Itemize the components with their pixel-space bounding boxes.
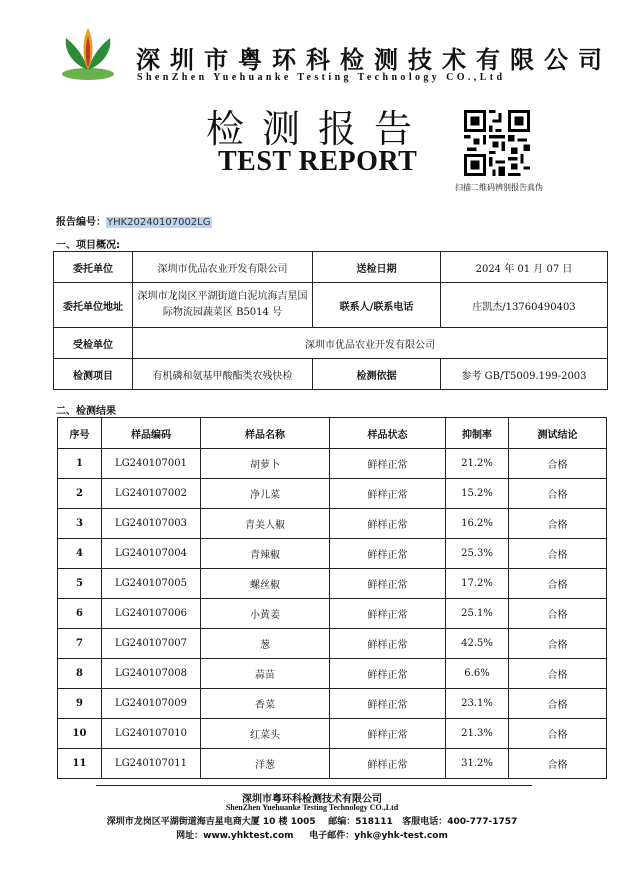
results-header-cell: 样品状态 — [330, 418, 446, 449]
client-value: 深圳市优品农业开发有限公司 — [133, 252, 313, 283]
sample-status: 鲜样正常 — [330, 479, 446, 509]
row-index: 3 — [58, 509, 102, 539]
item-label: 检测项目 — [54, 359, 133, 390]
table-row — [58, 659, 607, 689]
inhibition-rate: 21.3% — [446, 719, 509, 749]
company-name-cn: 深圳市粤环科检测技术有限公司 — [136, 46, 612, 74]
row-index: 4 — [58, 539, 102, 569]
sample-status: 鲜样正常 — [330, 689, 446, 719]
row-index: 7 — [58, 629, 102, 659]
table-row — [58, 599, 607, 629]
sample-status: 鲜样正常 — [330, 629, 446, 659]
qr-code-icon — [464, 110, 530, 176]
sample-code: LG240107008 — [102, 659, 201, 689]
test-conclusion: 合格 — [509, 749, 607, 779]
sample-status: 鲜样正常 — [330, 749, 446, 779]
item-value: 有机磷和氨基甲酸酯类农残快检 — [133, 359, 313, 390]
footer-address-line — [0, 814, 624, 827]
inhibition-rate: 15.2% — [446, 479, 509, 509]
row-index: 5 — [58, 569, 102, 599]
section-results-title: 二、检测结果 — [56, 406, 116, 417]
overview-table — [53, 251, 608, 390]
test-conclusion: 合格 — [509, 479, 607, 509]
table-row — [58, 689, 607, 719]
footer-hotline: 客服电话：400-777-1757 — [402, 817, 518, 827]
test-conclusion: 合格 — [509, 539, 607, 569]
sample-status: 鲜样正常 — [330, 509, 446, 539]
table-row — [58, 749, 607, 779]
sample-code: LG240107011 — [102, 749, 201, 779]
footer-company-en: ShenZhen Yuehuanke Testing Technology CO.,Ltd — [225, 803, 399, 812]
basis-value: 参考 GB/T5009.199-2003 — [441, 359, 608, 390]
date-label: 送检日期 — [313, 252, 441, 283]
table-row — [58, 449, 607, 479]
results-header-cell: 抑制率 — [446, 418, 509, 449]
inhibition-rate: 25.3% — [446, 539, 509, 569]
sample-name: 香菜 — [201, 689, 330, 719]
inhibition-rate: 6.6% — [446, 659, 509, 689]
results-header-cell: 样品编码 — [102, 418, 201, 449]
sample-code: LG240107006 — [102, 599, 201, 629]
inhibition-rate: 17.2% — [446, 569, 509, 599]
inhibition-rate: 42.5% — [446, 629, 509, 659]
sample-code: LG240107003 — [102, 509, 201, 539]
date-value: 2024 年 01 月 07 日 — [441, 252, 608, 283]
row-index: 8 — [58, 659, 102, 689]
sample-status: 鲜样正常 — [330, 659, 446, 689]
inspected-value: 深圳市优品农业开发有限公司 — [133, 328, 608, 359]
sample-name: 蒜苗 — [201, 659, 330, 689]
sample-code: LG240107007 — [102, 629, 201, 659]
results-header-cell: 测试结论 — [509, 418, 607, 449]
sample-code: LG240107001 — [102, 449, 201, 479]
table-row — [58, 629, 607, 659]
test-conclusion: 合格 — [509, 629, 607, 659]
sample-name: 净儿菜 — [201, 479, 330, 509]
table-row — [58, 509, 607, 539]
footer-email[interactable]: 电子邮件：yhk@yhk-test.com — [309, 831, 448, 841]
row-index: 6 — [58, 599, 102, 629]
test-conclusion: 合格 — [509, 599, 607, 629]
results-table — [57, 417, 607, 779]
contact-value: 庄凯杰/13760490403 — [441, 283, 608, 328]
inhibition-rate: 31.2% — [446, 749, 509, 779]
row-index: 9 — [58, 689, 102, 719]
sample-name: 小黄姜 — [201, 599, 330, 629]
test-conclusion: 合格 — [509, 689, 607, 719]
sample-code: LG240107004 — [102, 539, 201, 569]
inhibition-rate: 25.1% — [446, 599, 509, 629]
test-conclusion: 合格 — [509, 569, 607, 599]
sample-code: LG240107005 — [102, 569, 201, 599]
sample-name: 红菜头 — [201, 719, 330, 749]
sample-name: 青辣椒 — [201, 539, 330, 569]
results-header-cell: 序号 — [58, 418, 102, 449]
test-conclusion: 合格 — [509, 659, 607, 689]
sample-name: 螺丝椒 — [201, 569, 330, 599]
footer-postcode: 邮编：518111 — [328, 817, 393, 827]
row-index: 2 — [58, 479, 102, 509]
sample-name: 胡萝卜 — [201, 449, 330, 479]
report-number-label: 报告编号： — [56, 217, 106, 228]
test-conclusion: 合格 — [509, 509, 607, 539]
footer-company-cn: 深圳市粤环科检测技术有限公司 — [242, 794, 382, 805]
table-row — [58, 719, 607, 749]
sample-status: 鲜样正常 — [330, 719, 446, 749]
company-logo — [58, 20, 118, 84]
inhibition-rate: 23.1% — [446, 689, 509, 719]
report-title-en: TEST REPORT — [218, 146, 418, 177]
address-label: 委托单位地址 — [54, 283, 133, 328]
footer-website[interactable]: 网址：www.yhktest.com — [176, 831, 294, 841]
contact-label: 联系人/联系电话 — [313, 283, 441, 328]
row-index: 10 — [58, 719, 102, 749]
qr-caption: 扫描二维码辨别报告真伪 — [455, 183, 543, 192]
address-value: 深圳市龙岗区平湖街道白泥坑海吉星国际物流园蔬菜区 B5014 号 — [133, 283, 313, 328]
table-row — [58, 569, 607, 599]
footer-address: 深圳市龙岗区平湖街道海吉星电商大厦 10 楼 1005 — [106, 817, 316, 827]
report-title-cn: 检测报告 — [206, 107, 431, 151]
sample-code: LG240107010 — [102, 719, 201, 749]
sample-name: 青美人椒 — [201, 509, 330, 539]
inspected-label: 受检单位 — [54, 328, 133, 359]
row-index: 11 — [58, 749, 102, 779]
sample-status: 鲜样正常 — [330, 539, 446, 569]
inhibition-rate: 16.2% — [446, 509, 509, 539]
sample-name: 葱 — [201, 629, 330, 659]
report-number — [56, 213, 212, 228]
footer-contact-line — [0, 828, 624, 841]
sample-status: 鲜样正常 — [330, 569, 446, 599]
test-conclusion: 合格 — [509, 449, 607, 479]
footer-divider — [96, 785, 532, 786]
sample-status: 鲜样正常 — [330, 599, 446, 629]
company-name-en: ShenZhen Yuehuanke Testing Technology CO.,Ltd — [137, 72, 506, 83]
sample-code: LG240107002 — [102, 479, 201, 509]
report-number-value: YHK20240107002LG — [107, 217, 211, 228]
table-row — [58, 479, 607, 509]
sample-status: 鲜样正常 — [330, 449, 446, 479]
sample-name: 洋葱 — [201, 749, 330, 779]
sample-code: LG240107009 — [102, 689, 201, 719]
row-index: 1 — [58, 449, 102, 479]
client-label: 委托单位 — [54, 252, 133, 283]
test-conclusion: 合格 — [509, 719, 607, 749]
table-row — [58, 539, 607, 569]
basis-label: 检测依据 — [313, 359, 441, 390]
results-header-cell: 样品名称 — [201, 418, 330, 449]
inhibition-rate: 21.2% — [446, 449, 509, 479]
section-overview-title: 一、项目概况: — [56, 240, 120, 251]
